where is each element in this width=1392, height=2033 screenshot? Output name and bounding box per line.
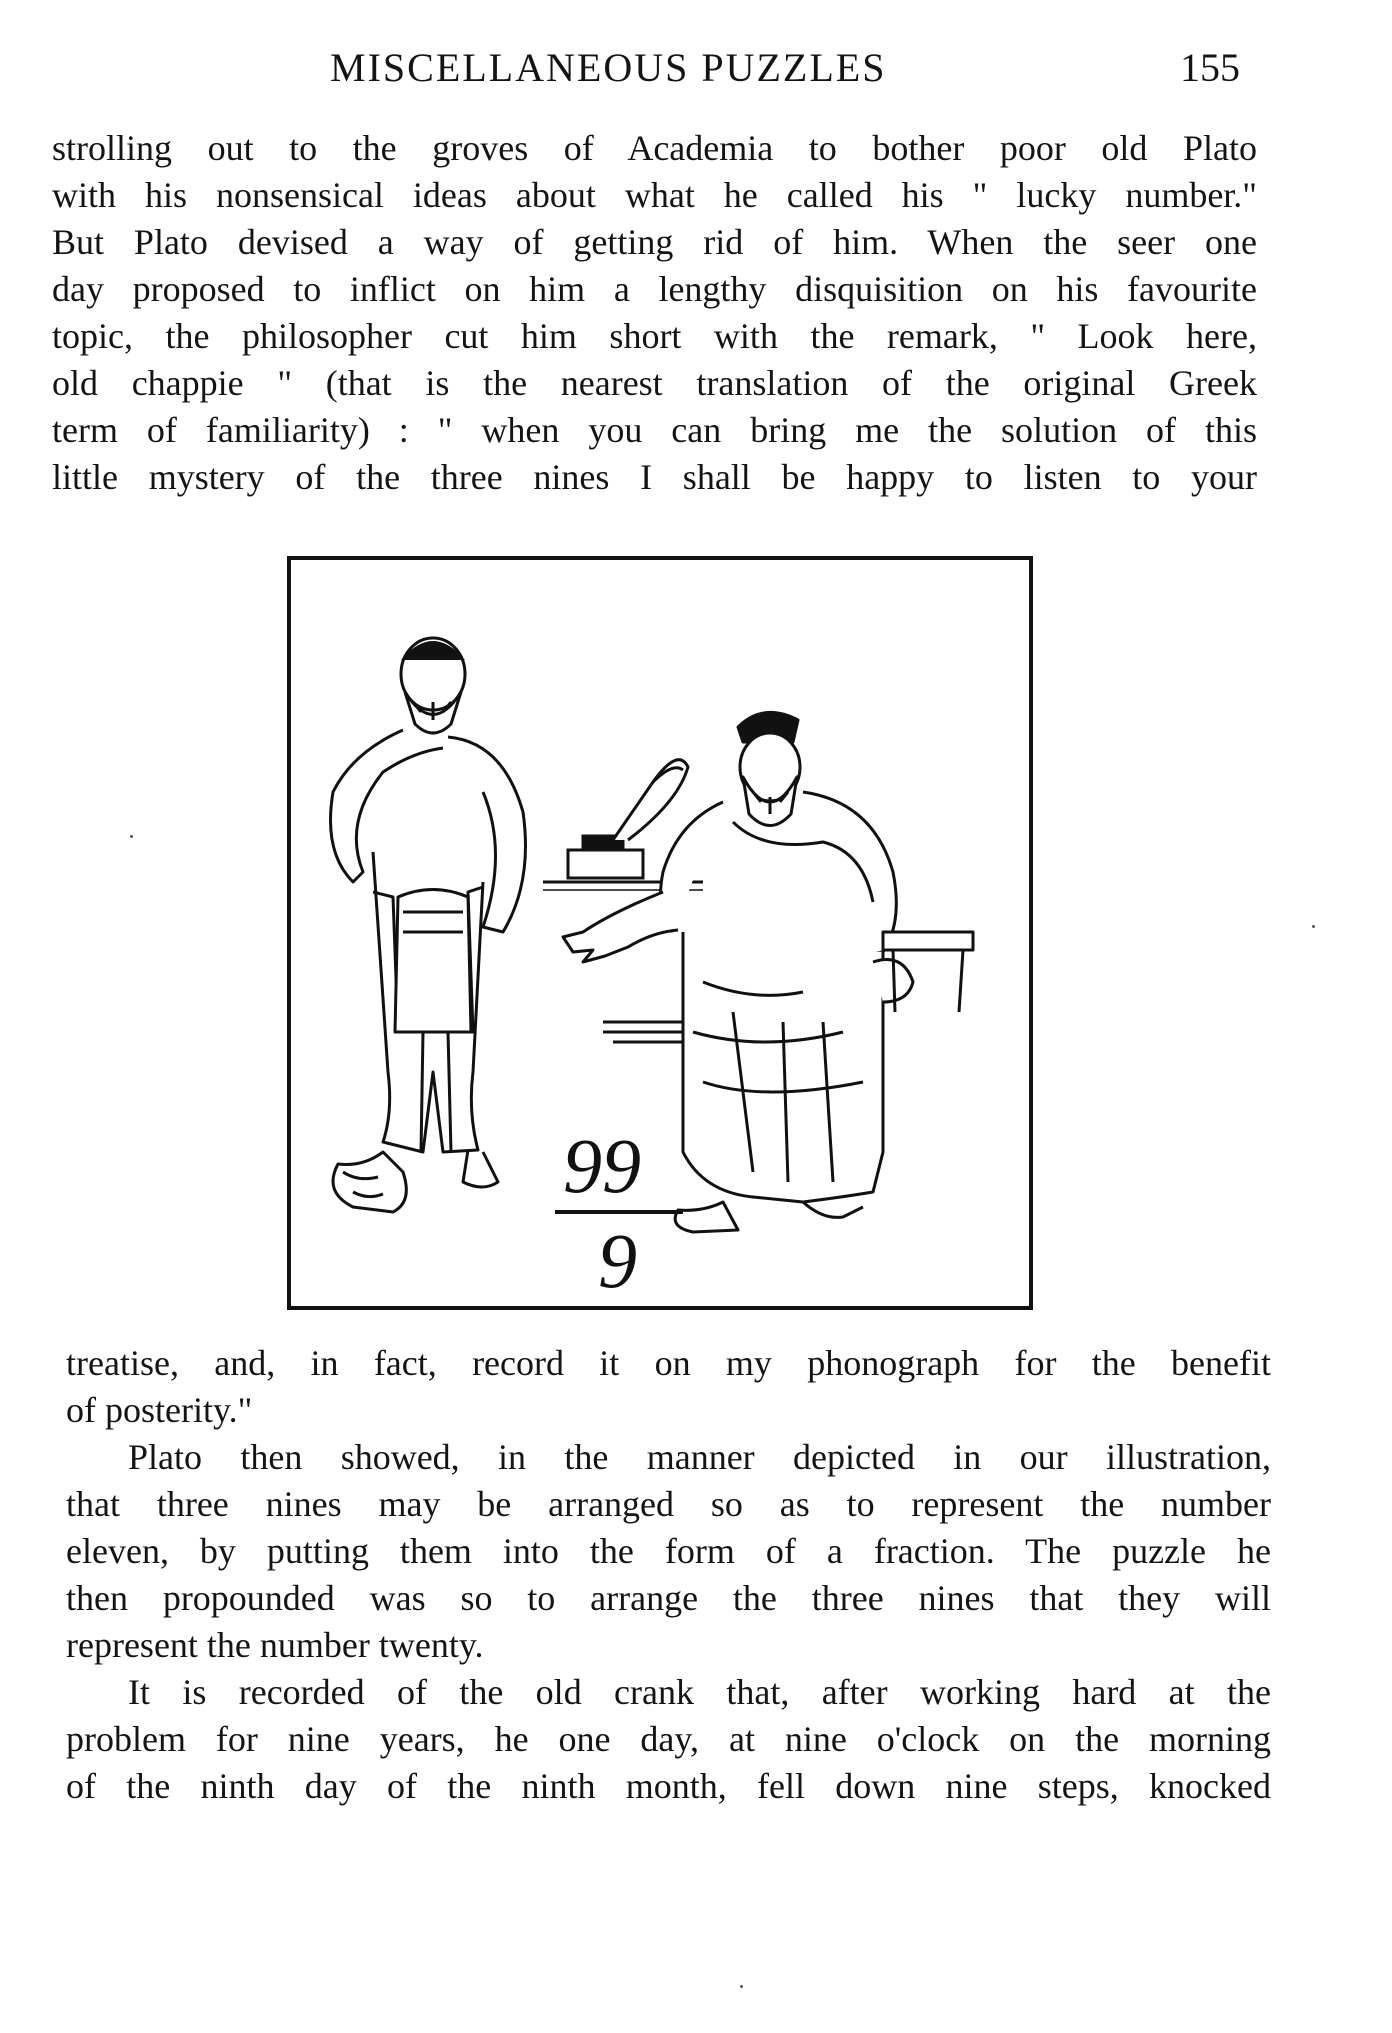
text-line: little mystery of the three nines I shall be happy to listen to your	[52, 457, 1257, 497]
text-line: old chappie " (that is the nearest translation of the original Greek	[52, 363, 1257, 403]
text-line: of the ninth day of the ninth month, fell down nine steps, knocked	[66, 1766, 1271, 1806]
paragraph-start-line: It is recorded of the old crank that, after working hard at the	[128, 1672, 1271, 1712]
print-speck	[1312, 925, 1315, 928]
nines-fraction	[555, 1122, 683, 1304]
print-speck	[740, 1985, 743, 1988]
plato-illustration	[283, 552, 1037, 1314]
text-line: treatise, and, in fact, record it on my phonograph for the benefit	[66, 1343, 1271, 1383]
text-line: strolling out to the groves of Academia to bother poor old Plato	[52, 128, 1257, 168]
text-line: with his nonsensical ideas about what he called his " lucky number."	[52, 175, 1257, 215]
body-text-after-illustration	[66, 1340, 1271, 1810]
text-line: represent the number twenty.	[66, 1625, 484, 1665]
page-header	[0, 44, 1392, 104]
text-line: that three nines may be arranged so as to represent the number	[66, 1484, 1271, 1524]
print-speck	[130, 835, 133, 838]
text-line: term of familiarity) : " when you can bring me the solution of this	[52, 410, 1257, 450]
text-line: problem for nine years, he one day, at nine o'clock on the morning	[66, 1719, 1271, 1759]
standing-seer-figure	[331, 638, 526, 1212]
text-line: But Plato devised a way of getting rid of him. When the seer one	[52, 222, 1257, 262]
text-line: eleven, by putting them into the form of a fraction. The puzzle he	[66, 1531, 1271, 1571]
text-line: then propounded was so to arrange the three nines that they will	[66, 1578, 1271, 1618]
text-line: of posterity."	[66, 1390, 253, 1430]
paragraph-start-line: Plato then showed, in the manner depicted in our illustration,	[128, 1437, 1271, 1477]
illustration-drawing	[283, 552, 1037, 1314]
fraction-denominator: 9	[598, 1217, 637, 1304]
text-line: day proposed to inflict on him a lengthy disquisition on his favourite	[52, 269, 1257, 309]
body-text-before-illustration	[52, 125, 1257, 501]
text-line: topic, the philosopher cut him short with the remark, " Look here,	[52, 316, 1257, 356]
page-number: 155	[1180, 45, 1240, 90]
fraction-numerator: 99	[563, 1122, 641, 1209]
running-head: MISCELLANEOUS PUZZLES	[330, 45, 887, 90]
